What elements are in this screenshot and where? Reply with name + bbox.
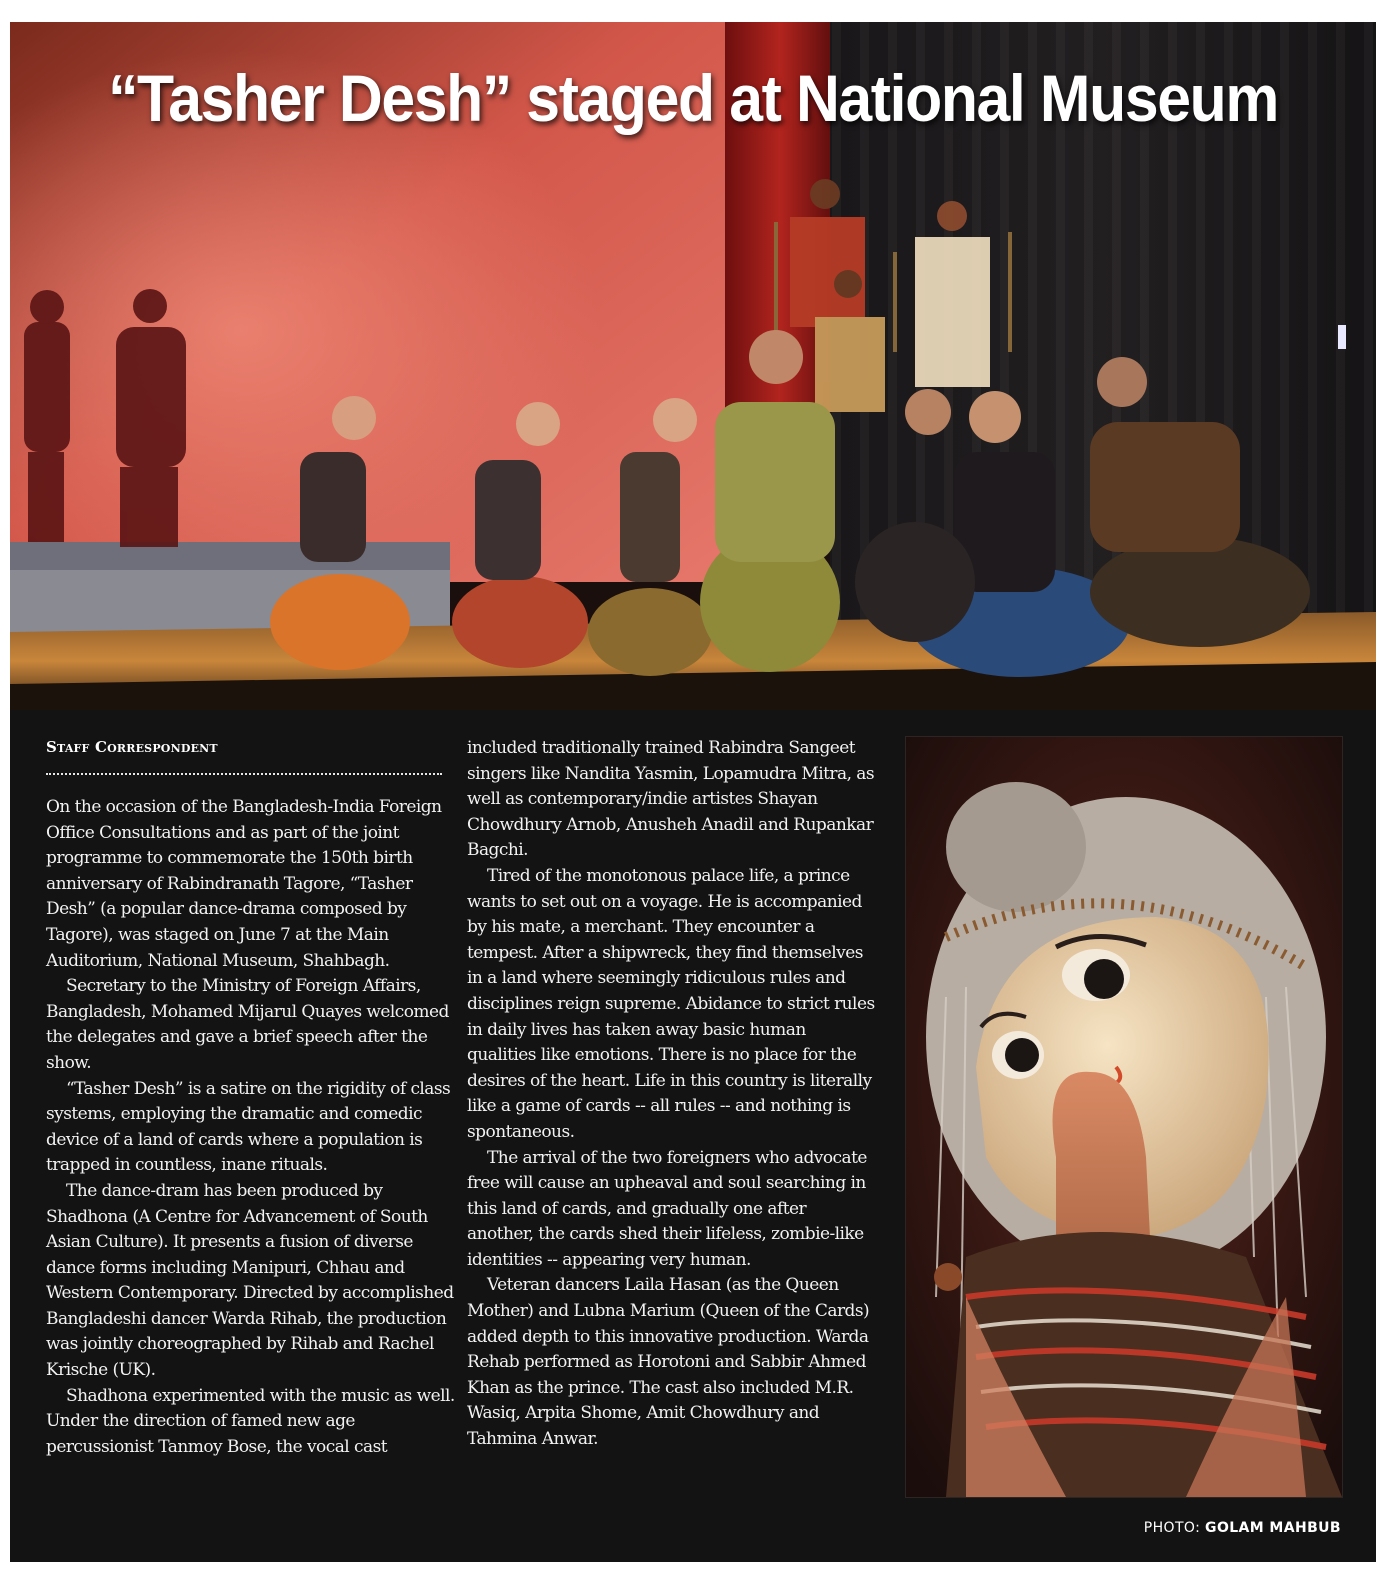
paragraph: “Tasher Desh” is a satire on the rigidity of class systems, employing the dramatic and comedic device of a land of cards where a population is trapped in countless, inane rituals. [46,1078,451,1176]
paragraph: Secretary to the Ministry of Foreign Affairs, Bangladesh, Mohamed Mijarul Quayes welcomed the delegates and gave a brief speech after the show. [46,976,449,1073]
paragraph: Tired of the monotonous palace life, a prince wants to set out on a voyage. He is accompanied by his mate, a merchant. They encounter a tempest. After a shipwreck, they find themselves in a land where seemingly ridiculous rules and disciplines reign supreme. Abidance to strict rules in daily lives has taken away basic human qualities like emotions. There is no place for the desires of the heart. Life in this country is literally like a game of cards -- all rules -- and nothing is spontaneous. [467,865,875,1142]
paragraph: On the occasion of the Bangladesh-India Foreign Office Consultations and as part of the joint programme to commemorate the 150th birth anniversary of Rabindranath Tagore, “Tasher Desh” (a popular dance-drama composed by Tagore), was staged on June 7 at the Main Auditorium, National Museum, Shahbagh. [46,797,442,971]
photographer-name: GOLAM MAHBUB [1205,1520,1341,1536]
article-column-2 [467,736,877,1453]
headline: “Tasher Desh” staged at National Museum [108,61,1278,135]
paragraph: Veteran dancers Laila Hasan (as the Queen Mother) and Lubna Marium (Queen of the Cards) added depth to this innovative production. Warda Rehab performed as Horotoni and Sabbir Ahmed Khan as the prince. The cast also included M.R. Wasiq, Arpita Shome, Amit Chowdhury and Tahmina Anwar. [467,1275,870,1450]
byline-divider [46,773,442,775]
stage-performance-photo [10,22,1376,710]
photo-credit [1144,1520,1341,1536]
photo-credit-label: PHOTO: [1143,1520,1201,1536]
masked-dancer-photo [905,736,1343,1498]
byline: Staff Correspondent [46,738,218,756]
paragraph: included traditionally trained Rabindra Sangeet singers like Nandita Yasmin, Lopamudra Mitra, as well as contemporary/indie artistes Shayan Chowdhury Arnob, Anusheh Anadil and Rupankar Bagchi. [467,738,875,861]
paragraph: The arrival of the two foreigners who advocate free will cause an upheaval and soul searching in this land of cards, and gradually one after another, the cards shed their lifeless, zombie-like identities -- appearing very human. [467,1147,867,1270]
article-panel [10,22,1376,1562]
article-column-1 [46,795,456,1460]
paragraph: Shadhona experimented with the music as well. Under the direction of famed new age percussionist Tanmoy Bose, the vocal cast [46,1385,455,1457]
paragraph: The dance-dram has been produced by Shadhona (A Centre for Advancement of South Asian Culture). It presents a fusion of diverse dance forms including Manipuri, Chhau and Western Contemporary. Directed by accomplished Bangladeshi dancer Warda Rihab, the production was jointly choreographed by Rihab and Rachel Krische (UK). [46,1180,454,1381]
